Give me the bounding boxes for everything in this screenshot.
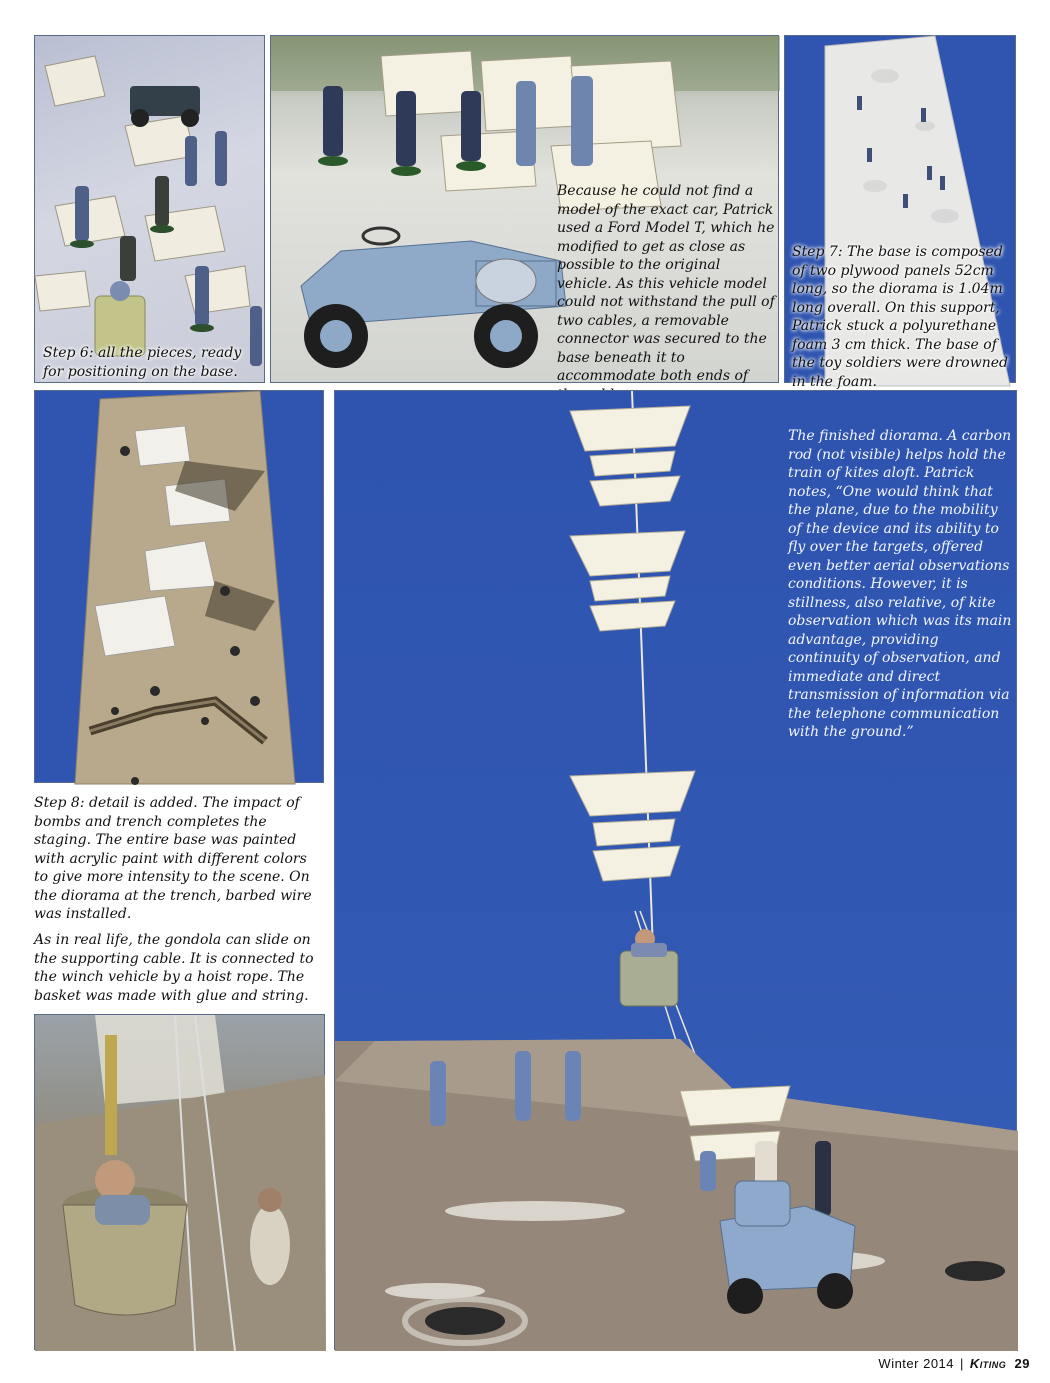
caption-ford: Because he could not find a model of the exact car, Patrick used a Ford Model T, which he modified to get as close as possible to the original vehicle. As this vehicle model could not withstand the pull of two cables, a removable connector was secured to the base beneath it to accommodate both ends of <box>557 183 775 384</box>
photo-ford-model-t <box>270 35 779 383</box>
photo-finished-diorama <box>334 390 1017 1350</box>
photo-step7-base <box>784 35 1016 390</box>
caption-step8: Step 8: detail is added. The impact of bombs and trench completes the staging. The entire base was painted with acrylic paint with different colors to give more intensity to the scene. On the diorama at the trench, barbed wire was installed. <box>34 795 312 922</box>
footer-magazine: Kiting <box>969 1356 1007 1371</box>
page-number: 29 <box>1014 1356 1030 1371</box>
caption-step7: Step 7: The base is composed of two plywood panels 52cm long, so the diorama is 1.04m long overall. On this support, Patrick stuck a polyurethane foam 3 cm thick. The base of the toy soldiers were drowned in the foam. <box>792 244 1008 390</box>
caption-finished: The finished diorama. A carbon rod (not visible) helps hold the train of kites aloft. Patrick notes, “One would think that the plane, due to the mobility of the device and its ability to fly over the targets, offered even better aerial observations conditions. However, it is stillness, also relative, of kite observation which was its main advantage, providing continuity of observation, and immediate and direct transmission of information via the telephone communication with the ground.” <box>788 428 1012 740</box>
photo-step6-pieces <box>34 35 265 383</box>
page-footer <box>878 1356 1030 1371</box>
footer-season: Winter 2014 <box>878 1356 955 1371</box>
photo-step8-detail <box>34 390 324 783</box>
photo-step6-illustration <box>35 36 266 384</box>
photo-step8-illustration <box>35 391 325 784</box>
caption-gondola: As in real life, the gondola can slide on the supporting cable. It is connected to the winch vehicle by a hoist rope. The basket was made with glue and string. <box>34 932 314 1004</box>
photo-gondola-closeup <box>34 1014 325 1350</box>
footer-separator: | <box>960 1356 964 1371</box>
caption-step6: Step 6: all the pieces, ready for positioning on the base. <box>43 345 242 380</box>
photo-gondola-illustration <box>35 1015 326 1351</box>
